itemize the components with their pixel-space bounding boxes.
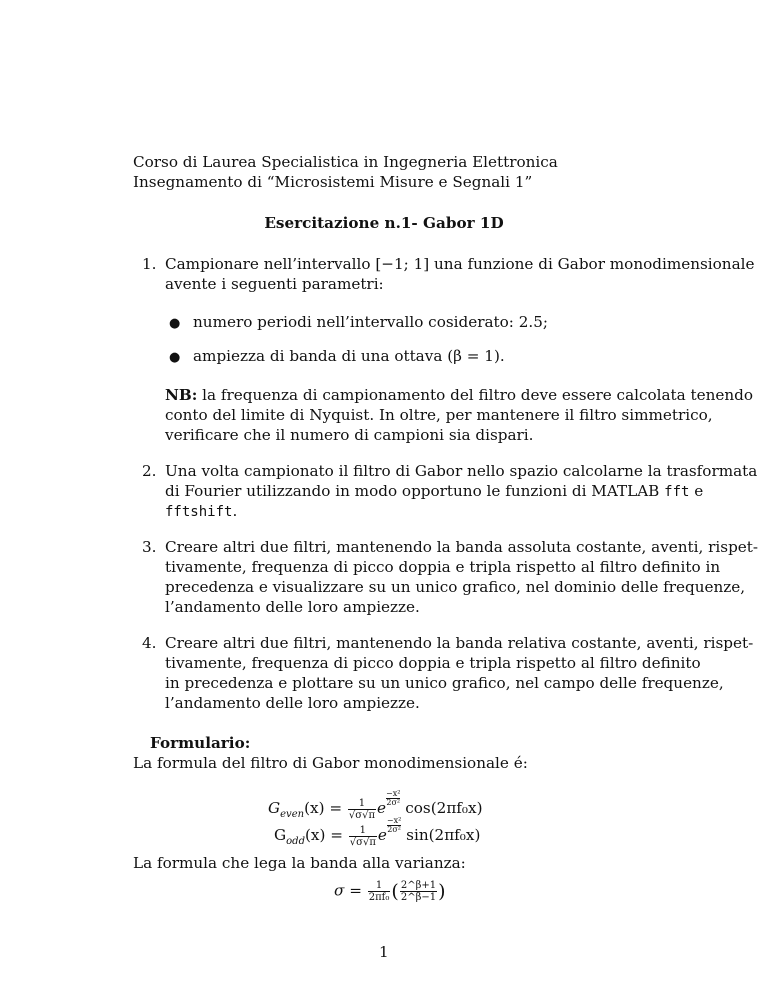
note-line: conto del limite di Nyquist. In oltre, per mantenere il filtro simmetrico, bbox=[165, 406, 713, 424]
code-fftshift: fftshift bbox=[165, 504, 233, 520]
band-intro: La formula che lega la banda alla varianza: bbox=[133, 854, 466, 872]
formula-text: (x) = bbox=[304, 799, 343, 817]
expo-den: 2σ² bbox=[386, 798, 401, 807]
formula-fraction bbox=[368, 880, 391, 903]
formula-text: cos(2πf₀x) bbox=[405, 799, 483, 817]
frac-num: 1 bbox=[349, 825, 377, 837]
page-number: 1 bbox=[379, 943, 389, 961]
item-number: 3. bbox=[142, 538, 157, 556]
note-label: NB: bbox=[165, 386, 198, 404]
item-text: . bbox=[232, 502, 238, 520]
expo-num: −x² bbox=[386, 816, 402, 825]
note-text: la frequenza di campionamento del filtro deve essere calcolata tenendo bbox=[202, 386, 754, 404]
formula-text: e bbox=[377, 799, 387, 817]
item-line bbox=[165, 501, 237, 523]
item-text: e bbox=[694, 482, 704, 500]
frac-den: 2πf₀ bbox=[368, 892, 390, 903]
formula-text: sin(2πf₀x) bbox=[406, 826, 481, 844]
formula-symbol: G bbox=[274, 826, 287, 844]
page-title: Esercitazione n.1- Gabor 1D bbox=[264, 214, 504, 232]
formula-text: (x) = bbox=[304, 826, 343, 844]
item-number: 4. bbox=[142, 634, 157, 652]
frac-den: √σ√π bbox=[348, 809, 376, 821]
bullet-text: ampiezza di banda di una ottava (β = 1). bbox=[193, 347, 505, 365]
formula-fraction bbox=[400, 880, 437, 903]
frac-num: 1 bbox=[348, 798, 376, 810]
note-line bbox=[165, 385, 753, 406]
note-line: verificare che il numero di campioni sia dispari. bbox=[165, 426, 534, 444]
bullet-icon: ● bbox=[169, 316, 181, 331]
frac-den: √σ√π bbox=[349, 836, 376, 848]
item-line: precedenza e visualizzare su un unico grafico, nel dominio delle frequenze, bbox=[165, 578, 746, 596]
formula-subscript: even bbox=[280, 809, 305, 821]
formula-sigma bbox=[334, 880, 446, 903]
frac-num: 1 bbox=[368, 880, 391, 892]
frac-den: 2^β−1 bbox=[400, 892, 437, 903]
bullet-icon: ● bbox=[169, 350, 181, 365]
bullet-text: numero periodi nell’intervallo cosiderato: 2.5; bbox=[193, 313, 548, 331]
item-line: Creare altri due filtri, mantenendo la banda relativa costante, aventi, rispet- bbox=[165, 634, 754, 652]
item-line bbox=[165, 481, 703, 503]
formulario-heading: Formulario: bbox=[150, 734, 251, 752]
course-line: Corso di Laurea Specialistica in Ingegneria Elettronica bbox=[133, 153, 558, 171]
code-fft: fft bbox=[664, 484, 690, 500]
item-line: Campionare nell’intervallo [−1; 1] una funzione di Gabor monodimensionale bbox=[165, 255, 755, 273]
paren-left: ( bbox=[391, 880, 399, 903]
formulario-intro: La formula del filtro di Gabor monodimensionale é: bbox=[133, 754, 528, 772]
item-line: tivamente, frequenza di picco doppia e tripla rispetto al filtro definito in bbox=[165, 558, 721, 576]
formula-exponent bbox=[386, 790, 400, 807]
item-text: di Fourier utilizzando in modo opportuno le funzioni di MATLAB bbox=[165, 482, 660, 500]
formula-symbol: G bbox=[268, 799, 281, 817]
expo-den: 2σ² bbox=[387, 825, 402, 834]
formula-subscript: odd bbox=[286, 836, 305, 848]
formula-g-odd bbox=[274, 817, 480, 853]
frac-num: 2^β+1 bbox=[400, 880, 437, 891]
item-number: 1. bbox=[142, 255, 157, 273]
formula-exponent bbox=[387, 817, 401, 834]
item-line: Una volta campionato il filtro di Gabor nello spazio calcolarne la trasformata bbox=[165, 462, 758, 480]
item-line: avente i seguenti parametri: bbox=[165, 275, 384, 293]
item-line: l’andamento delle loro ampiezze. bbox=[165, 694, 420, 712]
paren-right: ) bbox=[438, 880, 446, 903]
expo-num: −x² bbox=[386, 789, 401, 798]
teaching-line: Insegnamento di “Microsistemi Misure e Segnali 1” bbox=[133, 173, 533, 191]
formula-fraction bbox=[349, 825, 377, 848]
item-line: Creare altri due filtri, mantenendo la banda assoluta costante, aventi, rispet- bbox=[165, 538, 759, 556]
item-line: tivamente, frequenza di picco doppia e tripla rispetto al filtro definito bbox=[165, 654, 701, 672]
formula-text: e bbox=[377, 826, 387, 844]
item-line: l’andamento delle loro ampiezze. bbox=[165, 598, 420, 616]
formula-text: σ = bbox=[334, 881, 362, 900]
item-line: in precedenza e plottare su un unico grafico, nel campo delle frequenze, bbox=[165, 674, 724, 692]
item-number: 2. bbox=[142, 462, 157, 480]
